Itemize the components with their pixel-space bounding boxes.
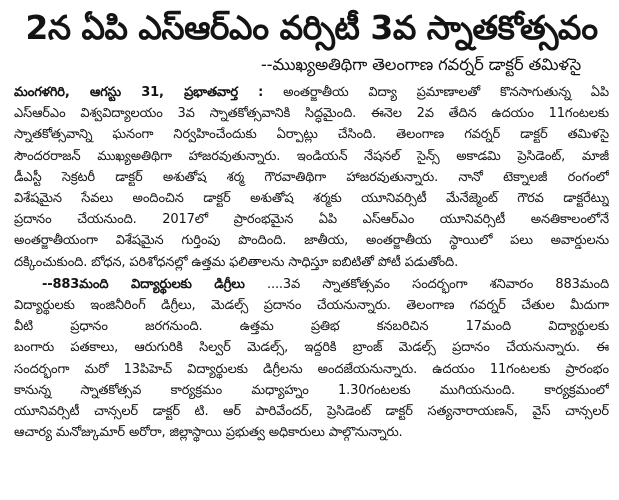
paragraph-line: విద్యార్థులకు ఇంజినీరింగ్ డిగ్రీలు, మెడల్స్ ప్రదానం చేయనున్నారు. తెలంగాణ గవర్నర్ చేతుల మీదుగా — [14, 298, 609, 314]
paragraph-line: డీఎస్టీ సెక్రటరీ డాక్టర్ అశుతోష శర్మ గౌరవాతిథిగా హాజరవుతున్నారు. నానో టెక్నాలజీ రంగంలో — [14, 169, 609, 185]
paragraph-line: ప్రదానం చేయనుంది. 2017లో ప్రారంభమైన ఏపి ఎస్ఆర్ఎం యూనివర్సిటీ అనతికాలంలోనే — [14, 212, 609, 228]
paragraph-line: విశేషమైన సేవలు అందించిన డాక్టర్ అశుతోష శర్మకు యూనివర్సిటీ మేనేజ్మెంట్ గౌరవ డాక్టరేట్ను — [14, 191, 609, 207]
paragraph-line: బంగారు పతకాలు, ఆరుగురికి సిల్వర్ మెడల్స్, ఇద్దరికి బ్రాంజ్ మెడల్స్ ప్రదానం చేయనున్నారు. ఈ — [14, 340, 609, 356]
paragraph-text: ....3వ స్నాతకోత్సవం సందర్భంగా శనివారం 883మంది — [266, 276, 609, 292]
paragraph-line: దక్కించుకుంది. బోధన, పరిశోధనల్లో ఉత్తమ ఫలితాలను సాధిస్తూ ఐబిటితో పోటీ పడుతోంది. — [14, 254, 459, 270]
paragraph-line: యూనివర్సిటీ చాన్సలర్ డాక్టర్ టి. ఆర్ పారివేందర్, ప్రెసిడెంట్ డాక్టర్ సత్యనారాయణన్, వైస్ చాన్సలర్ — [14, 404, 609, 420]
paragraph-1 — [14, 82, 609, 273]
paragraph-line: అంతర్జాతీయంగా విశేషమైన గుర్తింపు పొందింది. జాతీయ, అంతర్జాతీయ స్థాయిలో పలు అవార్డులను — [14, 233, 609, 249]
paragraph-line: సౌందరరాజన్ ముఖ్యఅతిథిగా హాజరవుతున్నారు. ఇండియన్ నేషనల్ సైన్స్ అకాడమి ప్రెసిడెంట్, మాజీ — [14, 148, 609, 164]
paragraph-line: ఎస్ఆర్ఎం విశ్వవిద్యాలయం 3వ స్నాతకోత్సవానికి సిద్ధమైంది. ఈనెల 2వ తేదిన ఉదయం 11గంటలకు — [14, 106, 609, 122]
paragraph-line — [14, 274, 609, 295]
paragraph-line: సందర్భంగా మరో 13పిహెచ్ విద్యార్థులకు డిగ్రీలను అందజేయనున్నారు. ఉదయం 11గంటలకు ప్రారంభం — [14, 361, 609, 377]
headline: 2న ఏపి ఎస్ఆర్ఎం వర్సిటీ 3వ స్నాతకోత్సవం — [25, 8, 598, 47]
paragraph-line — [14, 82, 609, 103]
section-lead: --883మంది విద్యార్థులకు డిగ్రీలు — [42, 276, 245, 292]
paragraph-line: కానున్న స్నాతకోత్సవ కార్యక్రమం మధ్యాహ్నం 1.30గంటలకు ముగియనుంది. కార్యక్రమంలో — [14, 382, 609, 398]
paragraph-line: వీటి ప్రధానం జరగనుంది. ఉత్తమ ప్రతిభ కనబరిచిన 17మంది విద్యార్థులకు — [14, 319, 609, 335]
paragraph-line: స్నాతకోత్సవాన్ని ఘనంగా నిర్వహించేందుకు ఏర్పాట్లు చేసింది. తెలంగాణ గవర్నర్ డాక్టర్ తమిళసై — [14, 127, 609, 143]
subheadline: --ముఖ్యఅతిథిగా తెలంగాణ గవర్నర్ డాక్టర్ తమిళసై — [260, 55, 581, 74]
paragraph-text: అంతర్జాతీయ విద్యా ప్రమాణాలతో కొనసాగుతున్న ఏపి — [283, 85, 609, 100]
paragraph-2 — [14, 274, 609, 444]
paragraph-line: ఆచార్య మనోజ్కుమార్ అరోరా, జిల్లాస్థాయి ప్రభుత్వ అధికారులు పాల్గొనున్నారు. — [14, 425, 403, 441]
dateline: మంగళగిరి, ఆగస్టు 31, ప్రభాతవార్త : — [14, 85, 264, 100]
